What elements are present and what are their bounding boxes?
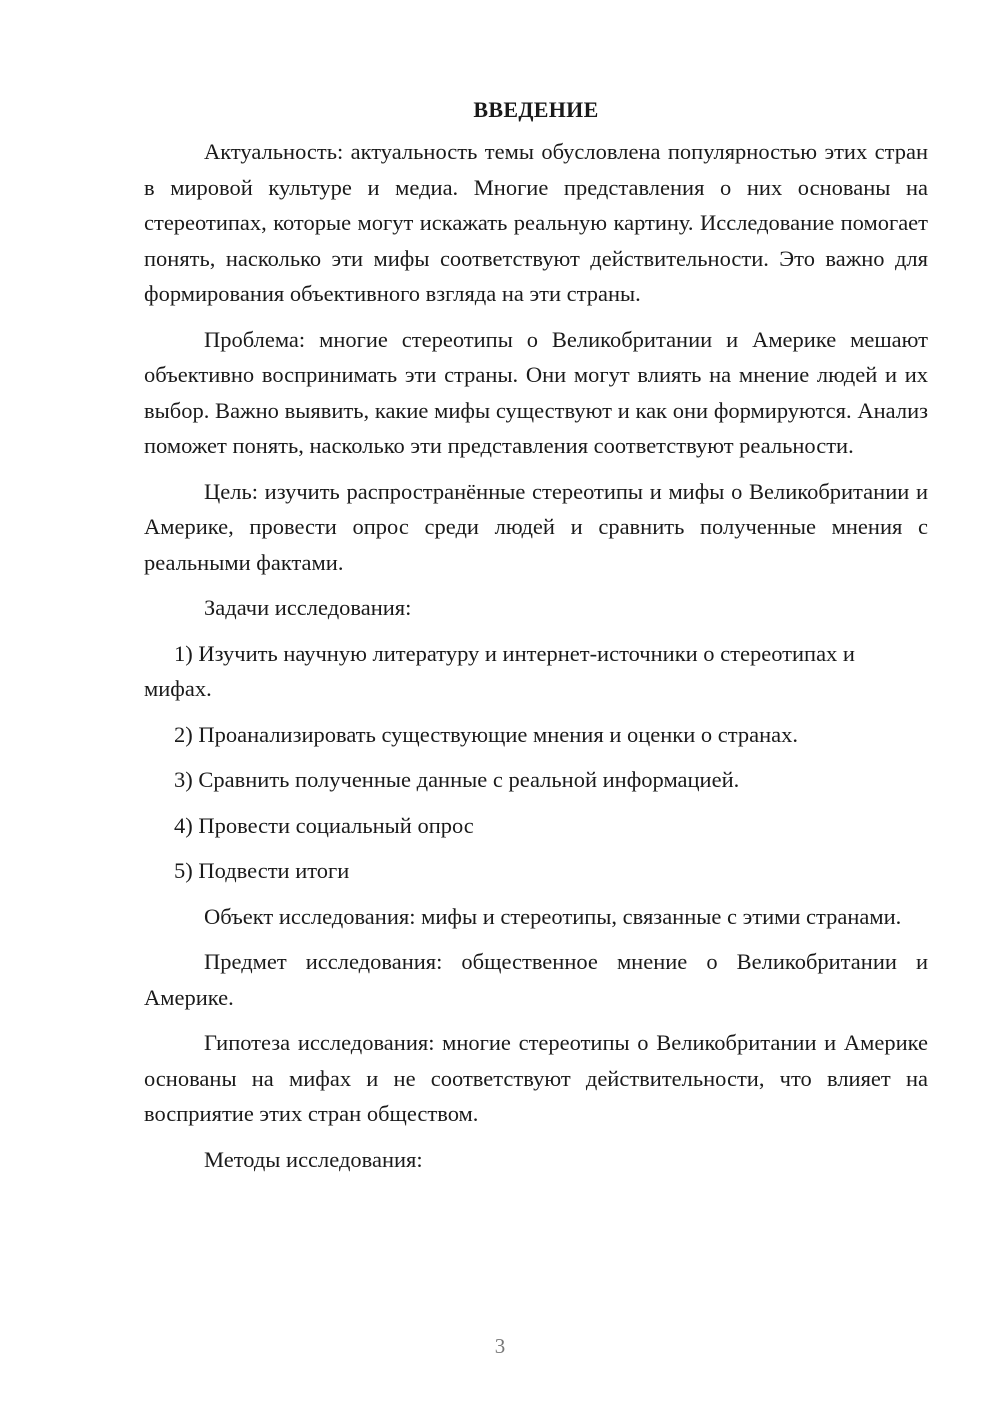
paragraph-subject: Предмет исследования: общественное мнение о Великобритании и Америке. bbox=[144, 949, 928, 1010]
paragraph-hypothesis: Гипотеза исследования: многие стереотипы о Великобритании и Америке основаны на мифах и не соответствуют действительности, что влияет на восприятие этих стран обществом. bbox=[144, 1030, 928, 1126]
paragraph-goal: Цель: изучить распространённые стереотипы и мифы о Великобритании и Америке, провести опрос среди людей и сравнить полученные мнения с реальными фактами. bbox=[144, 478, 928, 575]
task-item-4: 4) Провести социальный опрос bbox=[174, 812, 474, 838]
task-item-3: 3) Сравнить полученные данные с реальной информацией. bbox=[174, 767, 740, 792]
paragraph-relevance: Актуальность: актуальность темы обусловлена популярностью этих стран в мировой культуре и медиа. Многие представления о них основаны на стереотипах, которые могут искажать реальную картину. Исследование помогает понять, насколько эти мифы соответствуют действительности. Это важно для формирования объективного взгляда на эти страны. bbox=[144, 139, 928, 306]
paragraph-object: Объект исследования: мифы и стереотипы, связанные с этими странами. bbox=[204, 903, 902, 929]
tasks-heading: Задачи исследования: bbox=[204, 595, 412, 620]
page-title: ВВЕДЕНИЕ bbox=[473, 97, 599, 122]
document-page bbox=[144, 94, 928, 1187]
task-item-5: 5) Подвести итоги bbox=[174, 858, 350, 883]
paragraph-problem: Проблема: многие стереотипы о Великобритании и Америке мешают объективно воспринимать эти страны. Они могут влиять на мнение людей и их выбор. Важно выявить, какие мифы существуют и как они формируются. Анализ поможет понять, насколько эти представления соответствуют реальности. bbox=[144, 326, 928, 458]
methods-heading: Методы исследования: bbox=[204, 1146, 423, 1172]
page-number: 3 bbox=[494, 1334, 506, 1358]
task-item-1: 1) Изучить научную литературу и интернет-источники о стереотипах и мифах. bbox=[144, 640, 855, 701]
task-item-2: 2) Проанализировать существующие мнения и оценки о странах. bbox=[174, 721, 799, 747]
